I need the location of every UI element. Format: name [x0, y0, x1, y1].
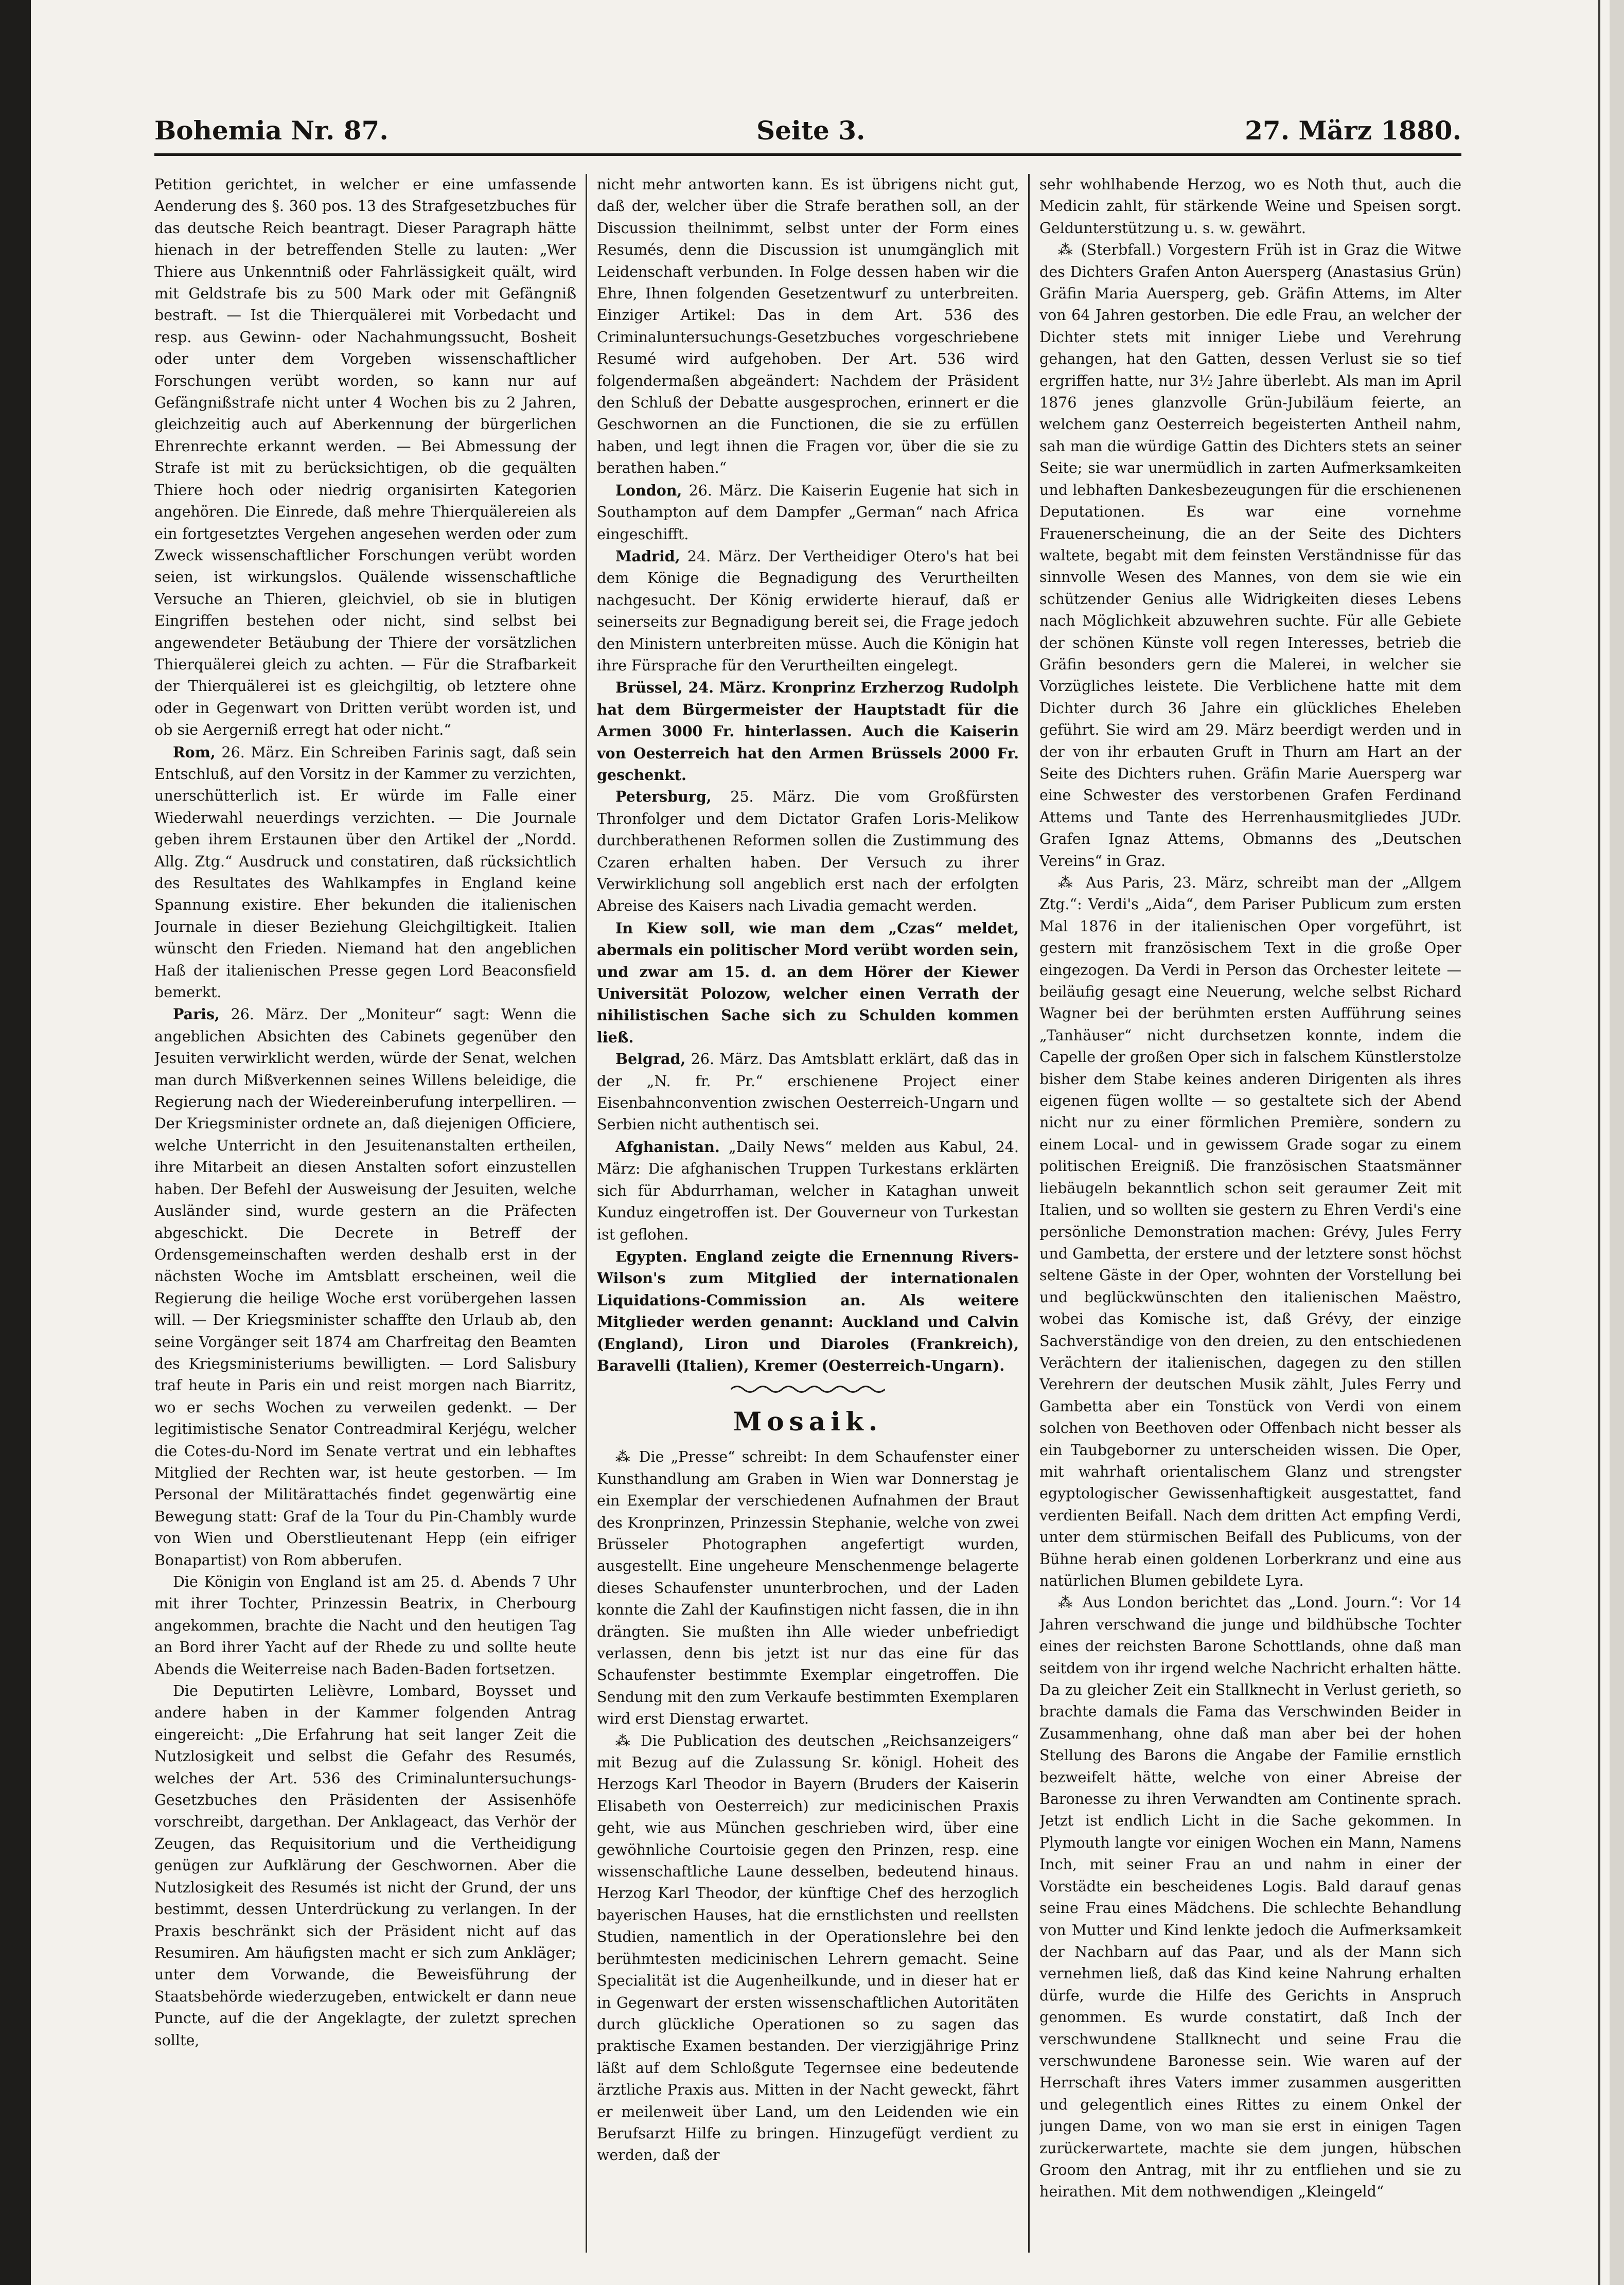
dateline-place: Brüssel,	[615, 679, 683, 697]
header-issue: Bohemia Nr. 87.	[154, 115, 389, 146]
section-title: Mosaik.	[733, 1406, 883, 1437]
scan-edge-left	[0, 0, 31, 2285]
column-divider	[586, 174, 587, 2253]
dateline-text: 24. März. Kronprinz Erzherzog Rudolph hat dem Bürgermeister der Hauptstadt für die Armen 3000 Fr. hinterlassen. Auch die Kaiserin von Oesterreich hat den Armen Brüssels 2000 Fr. geschenkt.	[597, 679, 1019, 784]
article-paragraph: ⁂ (Sterbfall.) Vorgestern Früh ist in Graz die Witwe des Dichters Grafen Anton Auersperg (Anastasius Grün) Gräfin Maria Auersperg, geb. Gräfin Attems, im Alter von 64 Jahren gestorben. Die edle Frau, an welcher der Dichter stets mit inniger Liebe und Verehrung gehangen, hat den Gatten, dessen Verlust sie so tief ergriffen hatte, nur 3½ Jahre überlebt. Als man im April 1876 jenes glanzvolle Grün-Jubiläum feierte, an welchem ganz Oesterreich begeisterten Antheil nahm, sah man die würdige Gattin des Dichters stets an seiner Seite; sie war unermüdlich in zarten Aufmerksamkeiten und lebhaften Dankesbezeugungen für die erschienenen Deputationen. Es war eine vornehme Frauenerscheinung, die an der Seite des Dichters waltete, begabt mit dem feinsten Verständnisse für das sinnvolle Wesen des Mannes, von dem sie wie ein schützender Genius alle Widrigkeiten dieses Lebens nach Möglichkeit abzuwehren suchte. Für alle Gebiete der schönen Künste voll regen Interesses, betrieb die Gräfin besonders gern die Malerei, in welcher sie Vorzügliches leistete. Die Verblichene hatte mit dem Dichter durch 36 Jahre ein glückliches Eheleben geführt. Sie wird am 29. März beerdigt werden und in der von ihr erbauten Gruft in Thurn am Hart an der Seite des Dichters ruhen. Gräfin Marie Auersperg war eine Schwester des verstorbenen Grafen Ferdinand Attems und Tante des Herrenhausmitgliedes JUDr. Grafen Ignaz Attems, Obmanns des „Deutschen Vereins“ in Graz.	[1039, 241, 1461, 870]
dateline-place: London,	[615, 481, 682, 499]
article-paragraph	[597, 480, 1019, 545]
column-3	[1039, 174, 1461, 2253]
article-paragraph: Die Deputirten Lelièvre, Lombard, Boysset und andere haben in der Kammer folgenden Antrag eingereicht: „Die Erfahrung hat seit langer Zeit die Nutzlosigkeit und selbst die Gefahr des Resumés, welches der Art. 536 des Criminaluntersuchungs-Gesetzbuches den Präsidenten der Assisenhöfe vorschreibt, dargethan. Der Anklageact, das Verhör der Zeugen, das Requisitorium und die Vertheidigung genügen zur Aufklärung der Geschwornen. Aber die Nutzlosigkeit des Resumés ist nicht der Grund, der uns bestimmt, dessen Unterdrückung zu verlangen. In der Praxis beschränkt sich der Präsident nicht auf das Resumiren. Am häufigsten macht er sich zum Ankläger; unter dem Vorwande, die Beweisführung der Staatsbehörde wiederzugeben, entwickelt er dann neue Puncte, auf die der Angeklagte, der zuletzt sprechen sollte,	[154, 1682, 576, 2049]
article-paragraph	[597, 1136, 1019, 1246]
dateline-text: 26. März. Der „Moniteur“ sagt: Wenn die angeblichen Absichten des Cabinets gegenüber den Jesuiten verwirklicht werden, würde der Senat, welchen man durch Mißverkennen seines Willens beleidige, die Regierung nach der Wiedereinberufung interpelliren. — Der Kriegsminister ordnete an, daß diejenigen Officiere, welche Unterricht in den Jesuitenanstalten ertheilen, ihre Mitarbeit an diesen Anstalten sofort einzustellen haben. Der Befehl der Ausweisung der Jesuiten, welche Ausländer sind, wurde gestern an die Präfecten abgeschickt. Die Decrete in Betreff der Ordensgemeinschaften werden deshalb erst in der nächsten Woche im Amtsblatt erscheinen, weil die Regierung die heilige Woche erst vorübergehen lassen will. — Der Kriegsminister schaffte den Urlaub ab, den seine Vorgänger seit 1874 am Charfreitag den Beamten des Kriegsministeriums bewilligten. — Lord Salisbury traf heute in Paris ein und reist morgen nach Biarritz, wo er sechs Wochen zu verweilen gedenkt. — Der legitimistische Senator Contreadmiral Kerjégu, welcher die Cotes-du-Nord im Senate vertrat und ein lebhaftes Mitglied der Rechten war, ist heute gestorben. — Im Personal der Militärattachés findet gegenwärtig eine Bewegung statt: Graf de la Tour du Pin-Chambly wurde von Wien und Oberstlieutenant Hepp (ein eifriger Bonapartist) von Rom abberufen.	[154, 1006, 576, 1569]
dateline-place: Madrid,	[615, 547, 680, 565]
article-paragraph	[154, 741, 576, 1004]
scan-edge-right	[1610, 0, 1624, 2285]
dateline-text: „Daily News“ melden aus Kabul, 24. März: Die afghanischen Truppen Turkestans erklärten sich für Abdurrhaman, welcher in Kataghan unweit Kunduz eingetroffen ist. Der Gouverneur von Turkestan ist geflohen.	[597, 1138, 1019, 1243]
article-paragraph	[597, 545, 1019, 677]
dateline-place: Rom,	[173, 743, 216, 761]
newspaper-page	[154, 108, 1461, 2259]
article-paragraph: ⁂ Die Publication des deutschen „Reichsanzeigers“ mit Bezug auf die Zulassung Sr. königl. Hoheit des Herzogs Karl Theodor in Bayern (Bruders der Kaiserin Elisabeth von Oesterreich) zur medicinischen Praxis geht, wie aus München geschrieben wird, über eine gewöhnliche Courtoisie gegen den Prinzen, resp. eine wissenschaftliche Laune desselben, bedeutend hinaus. Herzog Karl Theodor, der künftige Chef des herzoglich bayerischen Hauses, hat die ernstlichsten und reellsten Studien, namentlich in der Operationslehre bei den berühmtesten medicinischen Lehrern gemacht. Seine Specialität ist die Augenheilkunde, und in dieser hat er in Gegenwart der ersten wissenschaftlichen Autoritäten durch glückliche Operationen so zu sagen das praktische Examen bestanden. Der vierzigjährige Prinz läßt auf dem Schloßgute Tegernsee eine bedeutende ärztliche Praxis aus. Mitten in der Nacht geweckt, fährt er meilenweit über Land, um den Leidenden wie ein Berufsarzt Hilfe zu bringen. Hinzugefügt verdient zu werden, daß der	[597, 1732, 1019, 2164]
article-paragraph	[597, 677, 1019, 786]
article-paragraph	[154, 1003, 576, 1571]
dateline-text: 26. März. Die Kaiserin Eugenie hat sich in Southampton auf dem Dampfer „German“ nach Africa eingeschifft.	[597, 482, 1019, 543]
header-page-number: Seite 3.	[756, 115, 866, 146]
dateline-place: Paris,	[173, 1005, 220, 1023]
dateline-place: Belgrad,	[615, 1050, 686, 1068]
dateline-text: England zeigte die Ernennung Rivers-Wilson's zum Mitglied der internationalen Liquidations-Commission an. Als weitere Mitglieder werden genannt: Auckland und Calvin (England), Liron und Diaroles (Frankreich), Baravelli (Italien), Kremer (Oesterreich-Ungarn).	[597, 1247, 1019, 1374]
dateline-text: 24. März. Der Vertheidiger Otero's hat bei dem Könige die Begnadigung des Verurtheilten nachgesucht. Der König erwiderte hierauf, daß er seinerseits zur Begnadigung bereit sei, die Frage jedoch den Ministern unterbreiten müsse. Auch die Königin hat ihre Fürsprache für den Verurtheilten eingelegt.	[597, 547, 1019, 674]
column-1	[154, 174, 576, 2253]
article-paragraph: Petition gerichtet, in welcher er eine umfassende Aenderung des §. 360 pos. 13 des Strafgesetzbuches für das deutsche Reich beantragt. Dieser Paragraph hätte hienach in der betreffenden Stelle zu lauten: „Wer Thiere aus Unkenntniß oder Fahrlässigkeit quält, wird mit Geldstrafe bis zu 500 Mark oder mit Gefängniß bestraft. — Ist die Thierquälerei mit Vorbedacht und resp. aus Gewinn- oder Nachahmungssucht, Bosheit oder unter dem Vorgeben wissenschaftlicher Forschungen verübt worden, so kann nur auf Gefängnißstrafe nicht unter 4 Wochen bis zu 2 Jahren, gleichzeitig auch auf Aberkennung der bürgerlichen Ehrenrechte erkannt werden. — Bei Abmessung der Strafe ist mit zu berücksichtigen, ob die gequälten Thiere hoch oder niedrig organisirten Kategorien angehören. Die Einrede, daß mehre Thierquälereien als ein fortgesetztes Vergehen angesehen werden oder zum Zweck wissenschaftlicher Forschungen verübt worden seien, ist wirkungslos. Quälende wissenschaftliche Versuche an Thieren, gleichviel, ob sie in blutigen Eingriffen bestehen oder nicht, sind selbst bei angewendeter Betäubung der Thiere der vorsätzlichen Thierquälerei gleich zu achten. — Für die Strafbarkeit der Thierquälerei ist es gleichgiltig, ob letztere ohne oder in Gegenwart von Dritten verübt worden ist, und ob sie Aergerniß erregt hat oder nicht.“	[154, 176, 576, 739]
article-paragraph: In Kiew soll, wie man dem „Czas“ meldet, abermals ein politischer Mord verübt worden sein, und zwar am 15. d. an dem Hörer der Kiewer Universität Polozow, welcher einen Verrath der nihilistischen Sache sich zu Schulden kommen ließ.	[597, 919, 1019, 1046]
dateline-text: 25. März. Die vom Großfürsten Thronfolger und dem Dictator Grafen Loris-Melikow durchberathenen Reformen sollen die Zustimmung des Czaren erhalten haben. Der Versuch zu ihrer Verwirklichung soll angeblich erst nach der erfolgten Abreise des Kaisers nach Livadia gemacht werden.	[597, 788, 1019, 915]
header-date: 27. März 1880.	[1245, 115, 1461, 146]
dateline-text: 26. März. Das Amtsblatt erklärt, daß das in der „N. fr. Pr.“ erschienene Project einer Eisenbahnconvention zwischen Oesterreich-Ungarn und Serbien nicht authentisch sei.	[597, 1051, 1019, 1133]
article-paragraph	[597, 1048, 1019, 1136]
column-divider	[1028, 174, 1030, 2253]
scan-edge-line	[1598, 0, 1600, 2285]
dateline-text: 26. März. Ein Schreiben Farinis sagt, daß sein Entschluß, auf den Vorsitz in der Kammer zu verzichten, unerschütterlich ist. Er würde im Falle einer Wiederwahl neuerdings verzichten. — Die Journale geben ihrem Erstaunen über den Artikel der „Nordd. Allg. Ztg.“ Ausdruck und constatiren, daß rücksichtlich des Resultates des Wahlkampfes in England keine Spannung existire. Eher bekunden die italienischen Journale in dieser Beziehung Gleichgiltigkeit. Italien wünscht den Frieden. Niemand hat den angeblichen Haß der italienischen Presse gegen Lord Beaconsfield bemerkt.	[154, 743, 576, 1001]
column-2	[597, 174, 1019, 2253]
article-paragraph: ⁂ Die „Presse“ schreibt: In dem Schaufenster einer Kunsthandlung am Graben in Wien war Donnerstag je ein Exemplar der verschiedenen Aufnahmen der Braut des Kronprinzen, Prinzessin Stephanie, welche von zwei Brüsseler Photographen angefertigt wurden, ausgestellt. Eine ungeheure Menschenmenge belagerte dieses Schaufenster ununterbrochen, und der Laden konnte die Zahl der Kaufinstigen nicht fassen, die in ihn drängten. Sie mußten ihn Alle wieder unbefriedigt verlassen, denn bis jetzt ist nur das eine für das Schaufenster bestimmte Exemplar eingetroffen. Die Sendung mit den zum Verkaufe bestimmten Exemplaren wird erst Dienstag erwartet.	[597, 1448, 1019, 1728]
article-paragraph: sehr wohlhabende Herzog, wo es Noth thut, auch die Medicin zahlt, für stärkende Weine und Speisen sorgt. Geldunterstützung u. s. w. gewährt.	[1039, 176, 1461, 237]
section-ornament	[731, 1384, 885, 1395]
header-rule	[154, 153, 1461, 156]
article-paragraph: Die Königin von England ist am 25. d. Abends 7 Uhr mit ihrer Tochter, Prinzessin Beatrix, in Cherbourg angekommen, brachte die Nacht und den heutigen Tag an Bord ihrer Yacht auf der Rhede zu und sollte heute Abends die Weiterreise nach Baden-Baden fortsetzen.	[154, 1573, 576, 1678]
article-paragraph: nicht mehr antworten kann. Es ist übrigens nicht gut, daß der, welcher über die Strafe berathen soll, an der Discussion theilnimmt, selbst unter der Form eines Resumés, denn die Discussion ist unumgänglich mit Leidenschaft verbunden. In Folge dessen haben wir die Ehre, Ihnen folgenden Gesetzentwurf zu unterbreiten. Einziger Artikel: Das in dem Art. 536 des Criminaluntersuchungs-Gesetzbuches vorgeschriebene Resumé wird aufgehoben. Der Art. 536 wird folgendermaßen abgeändert: Nachdem der Präsident den Schluß der Debatte ausgesprochen, erinnert er die Geschwornen an die Functionen, die sie zu erfüllen haben, und legt ihnen die Fragen vor, über die sie zu berathen haben.“	[597, 176, 1019, 477]
dateline-place: Petersburg,	[615, 788, 712, 806]
dateline-place: Afghanistan.	[615, 1138, 720, 1156]
page-header	[154, 108, 1461, 149]
article-paragraph: ⁂ Aus Paris, 23. März, schreibt man der „Allgem Ztg.“: Verdi's „Aida“, dem Pariser Publicum zum ersten Mal 1876 in der italienischen Oper vorgeführt, ist gestern mit französischem Text in die große Oper eingezogen. Da Verdi in Person das Orchester leitete — beiläufig gesagt eine Neuerung, welche selbst Richard Wagner bei der berühmten ersten Aufführung seines „Tanhäuser“ nicht durchsetzen konnte, indem die Capelle der großen Oper sich in falschem Künstlerstolze bisher dem Stabe keines anderen Dirigenten als ihres eigenen fügen wollte — so gestaltete sich der Abend nicht nur zu einer förmlichen Première, sondern zu einem Local- und in gewissem Grade sogar zu einem politischen Ereigniß. Die französischen Staatsmänner liebäugeln bekanntlich schon seit geraumer Zeit mit Italien, und so wollten sie gestern zu Ehren Verdi's eine persönliche Demonstration machen: Grévy, Jules Ferry und Gambetta, der erstere und der letztere sonst höchst seltene Gäste in der Oper, wohnten der Vorstellung bei und beglückwünschten den italienischen Maëstro, wobei das Komische ist, daß Grévy, der einzige Sachverständige von den dreien, zu den entschiedenen Verächtern der italienischen, dagegen zu den stillen Verehrern der deutschen Musik zählt, Jules Ferry und Gambetta aber ein Tonstück von Verdi von einem solchen von Beethoven oder Offenbach nicht besser als ein Taubgeborner zu unterscheiden wissen. Die Oper, mit wahrhaft orientalischem Glanz und strengster egyptologischer Gewissenhaftigkeit ausgestattet, fand verdienten Beifall. Nach dem dritten Act empfing Verdi, unter dem stürmischen Beifall des Publicums, von der Bühne herab einen goldenen Lorberkranz und eine aus natürlichen Blumen gebildete Lyra.	[1039, 874, 1461, 1589]
article-paragraph	[597, 1246, 1019, 1376]
dateline-place: Egypten.	[615, 1247, 688, 1265]
article-paragraph	[597, 786, 1019, 917]
article-paragraph: ⁂ Aus London berichtet das „Lond. Journ.“: Vor 14 Jahren verschwand die junge und bildhübsche Tochter eines der reichsten Barone Schottlands, ohne daß man seitdem von ihr irgend welche Nachricht erhalten hätte. Da zu gleicher Zeit ein Stallknecht in Verlust gerieth, so brachte damals die Fama das Verschwinden Beider in Zusammenhang, ohne daß man aber bei der hohen Stellung des Barons die Angabe der Familie ernstlich bezweifelt hätte, welche von einer Abreise der Baronesse zu ihren Verwandten am Continente sprach. Jetzt ist endlich Licht in die Sache gekommen. In Plymouth langte vor einigen Wochen ein Mann, Namens Inch, mit seiner Frau an und nahm in einer der Vorstädte ein bescheidenes Logis. Bald darauf genas seine Frau eines Mädchens. Die schlechte Behandlung von Mutter und Kind lenkte jedoch die Aufmerksamkeit der Nachbarn auf das Paar, und als der Mann sich vernehmen ließ, daß das Kind keine Nahrung erhalten dürfe, wurde die Hilfe des Gerichts in Anspruch genommen. Es wurde constatirt, daß Inch der verschwundene Stallknecht und seine Frau die verschwundene Baronesse sein. Wie waren auf der Herrschaft ihres Vaters immer zusammen ausgeritten und gelegentlich eines Rittes zu einem Onkel der jungen Dame, von wo man sie erst in einigen Tagen zurückerwartete, machte sie dem jungen, hübschen Groom den Antrag, mit ihr zu entfliehen und sie zu heirathen. Mit dem nothwendigen „Kleingeld“	[1039, 1594, 1461, 2201]
